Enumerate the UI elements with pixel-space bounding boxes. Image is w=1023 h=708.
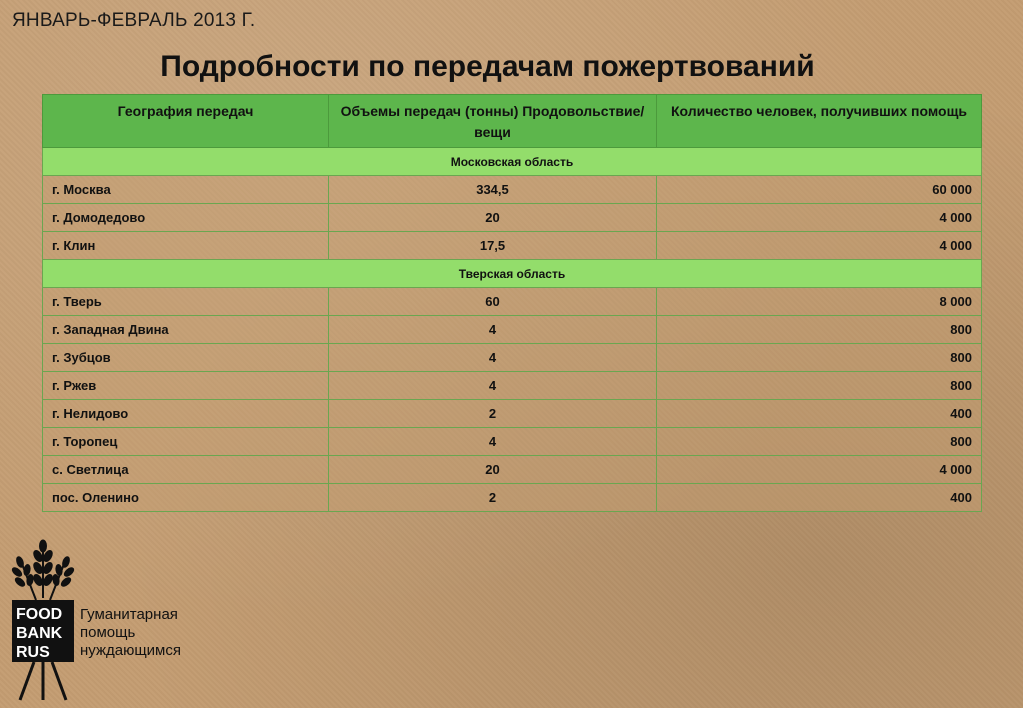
- volume-cell: 20: [329, 456, 657, 484]
- table-row: [43, 288, 982, 316]
- tagline-line: Гуманитарная: [80, 606, 178, 623]
- table-row: [43, 316, 982, 344]
- table-row: [43, 372, 982, 400]
- tagline-line: помощь: [80, 624, 136, 641]
- city-cell: г. Тверь: [43, 288, 329, 316]
- region-name: Московская область: [43, 148, 982, 176]
- volume-cell: 4: [329, 372, 657, 400]
- city-cell: г. Москва: [43, 176, 329, 204]
- people-cell: 400: [657, 400, 982, 428]
- people-cell: 800: [657, 428, 982, 456]
- people-cell: 4 000: [657, 204, 982, 232]
- logo-line-rus: RUS: [16, 644, 50, 661]
- logo-line-bank: BANK: [16, 625, 63, 642]
- table-row: [43, 204, 982, 232]
- people-cell: 800: [657, 316, 982, 344]
- volume-cell: 2: [329, 400, 657, 428]
- table-row: [43, 232, 982, 260]
- column-header-volume: Объемы передач (тонны) Продовольствие/вещи: [329, 95, 657, 148]
- logo-stand: [20, 662, 66, 700]
- table-row: [43, 456, 982, 484]
- table-row: [43, 428, 982, 456]
- volume-cell: 4: [329, 344, 657, 372]
- people-cell: 8 000: [657, 288, 982, 316]
- table-header-row: [43, 95, 982, 148]
- people-cell: 400: [657, 484, 982, 512]
- tagline-line: нуждающимся: [80, 642, 181, 659]
- logo-line-food: FOOD: [16, 606, 63, 623]
- region-row: [43, 148, 982, 176]
- city-cell: с. Светлица: [43, 456, 329, 484]
- city-cell: г. Нелидово: [43, 400, 329, 428]
- people-cell: 60 000: [657, 176, 982, 204]
- city-cell: г. Ржев: [43, 372, 329, 400]
- city-cell: г. Западная Двина: [43, 316, 329, 344]
- city-cell: пос. Оленино: [43, 484, 329, 512]
- column-header-people: Количество человек, получивших помощь: [657, 95, 982, 148]
- volume-cell: 17,5: [329, 232, 657, 260]
- column-header-geography: География передач: [43, 95, 329, 148]
- city-cell: г. Клин: [43, 232, 329, 260]
- food-bank-rus-logo: [8, 538, 78, 703]
- table-row: [43, 484, 982, 512]
- table-row: [43, 400, 982, 428]
- volume-cell: 2: [329, 484, 657, 512]
- volume-cell: 20: [329, 204, 657, 232]
- donations-table: [42, 94, 982, 512]
- volume-cell: 4: [329, 428, 657, 456]
- tagline: [80, 606, 181, 660]
- city-cell: г. Торопец: [43, 428, 329, 456]
- table-row: [43, 176, 982, 204]
- region-row: [43, 260, 982, 288]
- period-label: ЯНВАРЬ-ФЕВРАЛЬ 2013 Г.: [12, 10, 256, 31]
- region-name: Тверская область: [43, 260, 982, 288]
- people-cell: 800: [657, 344, 982, 372]
- people-cell: 4 000: [657, 456, 982, 484]
- city-cell: г. Домодедово: [43, 204, 329, 232]
- volume-cell: 60: [329, 288, 657, 316]
- people-cell: 4 000: [657, 232, 982, 260]
- table-row: [43, 344, 982, 372]
- volume-cell: 4: [329, 316, 657, 344]
- page-title: Подробности по передачам пожертвований: [160, 50, 815, 83]
- wheat-icon: [11, 540, 75, 600]
- volume-cell: 334,5: [329, 176, 657, 204]
- people-cell: 800: [657, 372, 982, 400]
- city-cell: г. Зубцов: [43, 344, 329, 372]
